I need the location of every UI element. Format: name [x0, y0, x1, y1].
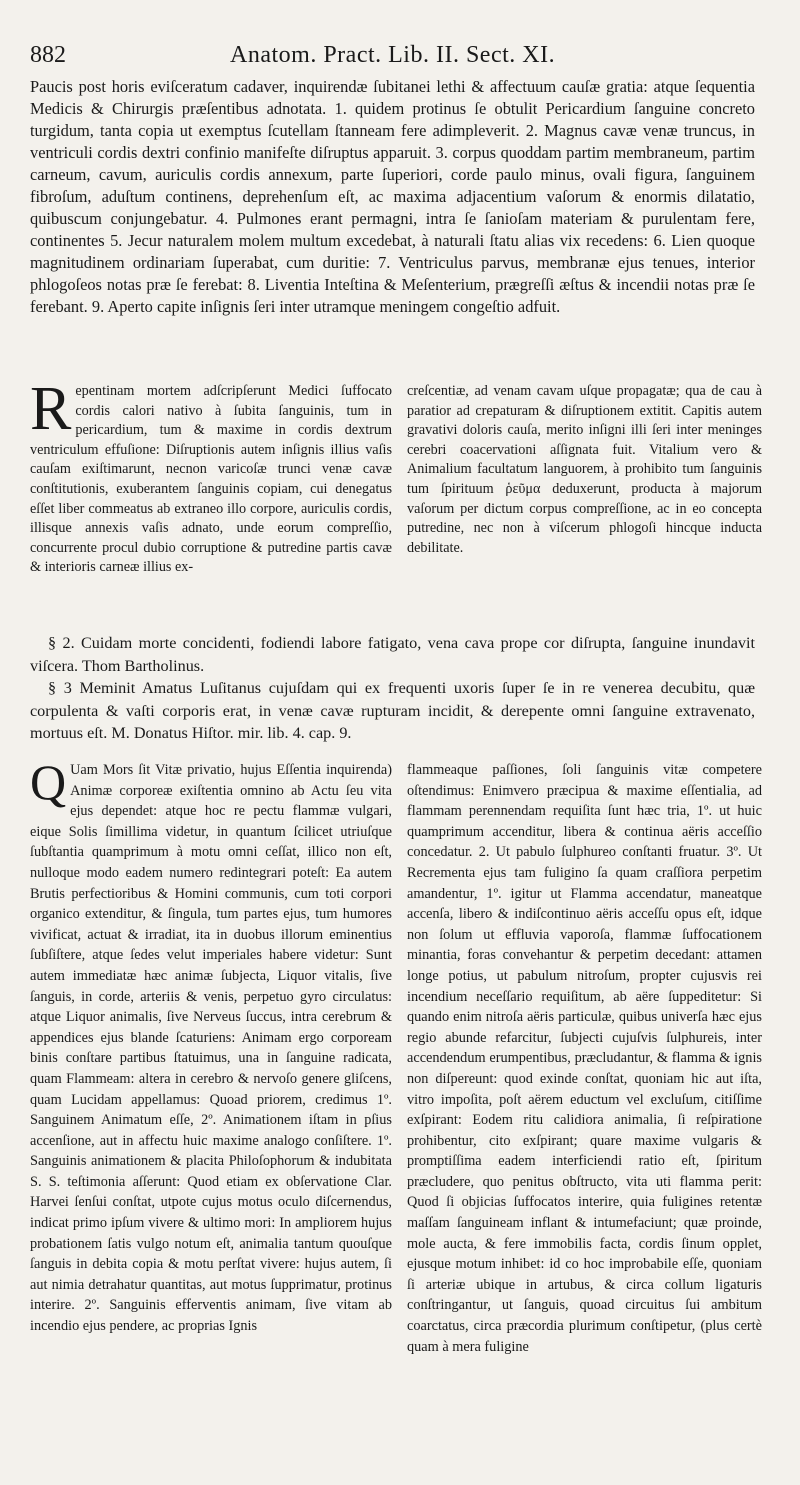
note-3: § 3 Meminit Amatus Luſitanus cujuſdam qui ex frequenti uxoris ſuper ſe in re venerea decubitu, quæ corpulenta & vaſti corporis erat, in venæ cavæ rupturam incidit, & derepente omni ſanguine extravenato, mortuus eſt. M. Donatus Hiſtor. mir. lib. 4. cap. 9. [30, 679, 755, 742]
section2-right-text: flammeaque paſſiones, ſoli ſanguinis vitæ competere oſtendimus: Enimvero præcipua & maxime eſſentialia, ad flammam perennendam requiſita ſunt hæc tria, 1º. ut huic quamprimum accenditur, libera & continua aëris acceſſio concedatur. 2. Ut pabulo ſulphureo conſtanti fruatur. 3º. Ut Recrementa ejus tam fuligino ſa quam craſſiora perpetim amandentur, 1º. igitur ut Flamma accendatur, maneatque accenſa, libero & indiſcontinuo aëris acceſſu opus eſt, idque non ſolum ut effluvia vaporoſa, flammæ ſuffocationem minantia, foras convehantur & perpetim decedant: attamen longe potius, ut pabulum nitroſum, propter cujusvis rei incendium neceſſario requiſitum, ab aëre ſuppeditetur: Si quando enim nitroſa aëris particulæ, quibus univerſa hæc ejus regio abunde refarcitur, ſubjecti cujuſvis ſulphureis, inter accendendum erumpentibus, præcludantur, & flamma & ignis non diſpereunt: quod exinde conſtat, quoniam hic aut iſta, vitro impoſita, poſt aërem eductum vel excluſum, citiſſime exſpirant: Eodem ritu calidiora animalia, ſi reſpiratione prohibentur, cito exſpirant; quare maxime vulgaris & promptiſſima eadem interficiendi ratio eſt, ſpiritum præcludere, quo penitus obſtructo, vita uti flamma perit: Quod ſi objicias ſuffocatos interire, quia fuligines retentæ maſſam ſanguineam inflant & intumefaciunt; quæ proinde, mole aucta, & fere immobilis facta, cordis ſinum opplet, ejusque motum inhibet: id co hoc improbabile eſſe, quoniam ſi arteriæ ubique in artubus, & circa collum ligaturis conſtringantur, ut ſanguis, quoad circuitus ſui ambitum coarctatus, circa præcordia plurimum conſtipetur, (plus certè quam à mera fuligine [407, 762, 762, 1355]
dropcap-q: Q [30, 754, 67, 810]
notes-block [30, 632, 755, 745]
section2-right-column [407, 760, 762, 1357]
section2-left-text: Uam Mors ſit Vitæ privatio, hujus Eſſentia inquirenda) Animæ corporeæ exiſtentia omnino ab Actu ſeu vita ejus dependet: atque hoc re pectu flammæ vulgari, eique Solis ſimillima videtur, in quantum ſcilicet utriuſque ſubſtantia quamprimum à motu omni ceſſat, illico non eſt, nulloque modo eadem numero redintegrari poteſt: Ea autem Brutis perfectioribus & Homini communis, cum toti corpori organico extenditur, & ſingula, tum partes ejus, tum humores vivificat, actuat & irradiat, ita in duobus illorum eminentius ſubſiſtere, atque ſedes velut imperiales habere videtur: Sunt autem immediatæ hæc animæ ſubjecta, Liquor vitalis, ſive ſanguis, in corde, arteriis & venis, perpetuo gyro circulatus: atque Liquor animalis, ſive Nerveus ſuccus, intra cerebrum & appendices ejus blande ſcaturiens: Animam ergo corpoream binis conſtare partibus ſtatuimus, una in ſanguine radicata, quam Flammeam: altera in cerebro & nervoſo genere gliſcens, quam Lucidam appellamus: Quoad priorem, credimus 1º. Sanguinem Animatum eſſe, 2º. Animationem iſtam in pſius accenſione, aut in affectu huic maxime analogo conſiſtere. 1º. Sanguinis animationem & placita Philoſophorum & indubitata S. S. teſtimonia aſſerunt: Quod etiam ex obſervatione Clar. Harvei ſenſui conſtat, utpote cujus motus oculo diſcernendus, indicat primo ipſum vivere & ultimo mori: In ampliorem hujus probationem ſatis vulgo notum eſt, animalia tantum quouſque ſanguis in debita copia & motu perſtat vivere: hujus autem, ſi aut nimia detrahatur quantitas, aut motus ſupprimatur, protinus interire. 2º. Sanguinis efferventis animam, ſive vitam ab incendio ejus pendere, ac proprias Ignis [30, 762, 392, 1335]
section1-right-text: creſcentiæ, ad venam cavam uſque propagatæ; qua de cau à paratior ad crepaturam & diſruptionem extitit. Capitis autem gravativi doloris cauſa, merito inſigni illi ſeri inter meninges cerebri coacervationi aſſignata fuit. Vitalium vero & Animalium facultatum languorem, à prohibito tum ſanguinis tum ſpirituum ῥεῦμα deduxerunt, producta à majorum vaſorum per dictum corpus compreſſione, ac in eo concepta putredine, nec non à viſcerum phlogoſi hincque inducta debilitate. [407, 383, 762, 556]
page-number: 882 [30, 42, 66, 68]
note-2: § 2. Cuidam morte concidenti, fodiendi labore fatigato, vena cava prope cor diſrupta, ſanguine inundavit viſcera. Thom Bartholinus. [30, 634, 755, 675]
section2-left-column [30, 754, 392, 1337]
section1-left-text: epentinam mortem adſcripſerunt Medici ſuffocato cordis calori nativo à ſubita ſanguinis, tum in pericardium, tum & maxime in cordis dextrum ventriculum effuſione: Diſruptionis autem inſignis illius vaſis cauſam exiſtimarunt, necnon varicoſæ trunci venæ cavæ conſtitutionis, exuberantem ſanguinis copiam, cui denegatus eſſet liber commeatus ab extraneo illo corpore, auriculis cordis, illisque annexis vaſis adnato, unde eorum compreſſio, concurrente procul dubio corruptione & putredine partis cavæ & interioris carneæ illius ex- [30, 383, 392, 576]
intro-paragraph: Paucis post horis eviſceratum cadaver, inquirendæ ſubitanei lethi & affectuum cauſæ gratia: atque ſequentia Medicis & Chirurgis præſentibus adnotata. 1. quidem protinus ſe obtulit Pericardium ſanguine concreto turgidum, tanta copia ut exemptus ſcutellam ſtanneam fere adimpleverit. 2. Magnus cavæ venæ truncus, in ventriculi cordis dextri confinio manifeſte diſruptus apparuit. 3. corpus quoddam partim membraneum, partim carneum, cavum, auriculis cordis annexum, parte ſuperiori, corde paulo minus, ovali figura, ſanguinem fibroſum, aduſtum continens, deprehenſum eſt, ac maxima adjacentium vaſorum & enormis dilatatio, quibuscum conjungebatur. 4. Pulmones erant permagni, intra ſe ſanioſam materiam & purulentam fere, continentes 5. Jecur naturalem molem multum excedebat, à naturali ſtatu alias vix recedens: 6. Lien quoque magnitudinem ordinariam ſuperabat, cum duritie: 7. Ventriculus parvus, membranæ ejus tenues, interior phlogoſeos notas præ ſe ferebat: 8. Liventia Inteſtina & Meſenterium, prægreſſi æſtus & incendii notas præ ſe ferebant. 9. Aperto capite inſignis ſeri inter utramque meningem congeſtio adfuit. [30, 77, 755, 316]
section1-right-column [407, 382, 762, 558]
running-title: Anatom. Pract. Lib. II. Sect. XI. [230, 42, 556, 68]
page-header [30, 40, 770, 70]
dropcap-r: R [30, 375, 72, 443]
section1-left-column [30, 375, 392, 578]
